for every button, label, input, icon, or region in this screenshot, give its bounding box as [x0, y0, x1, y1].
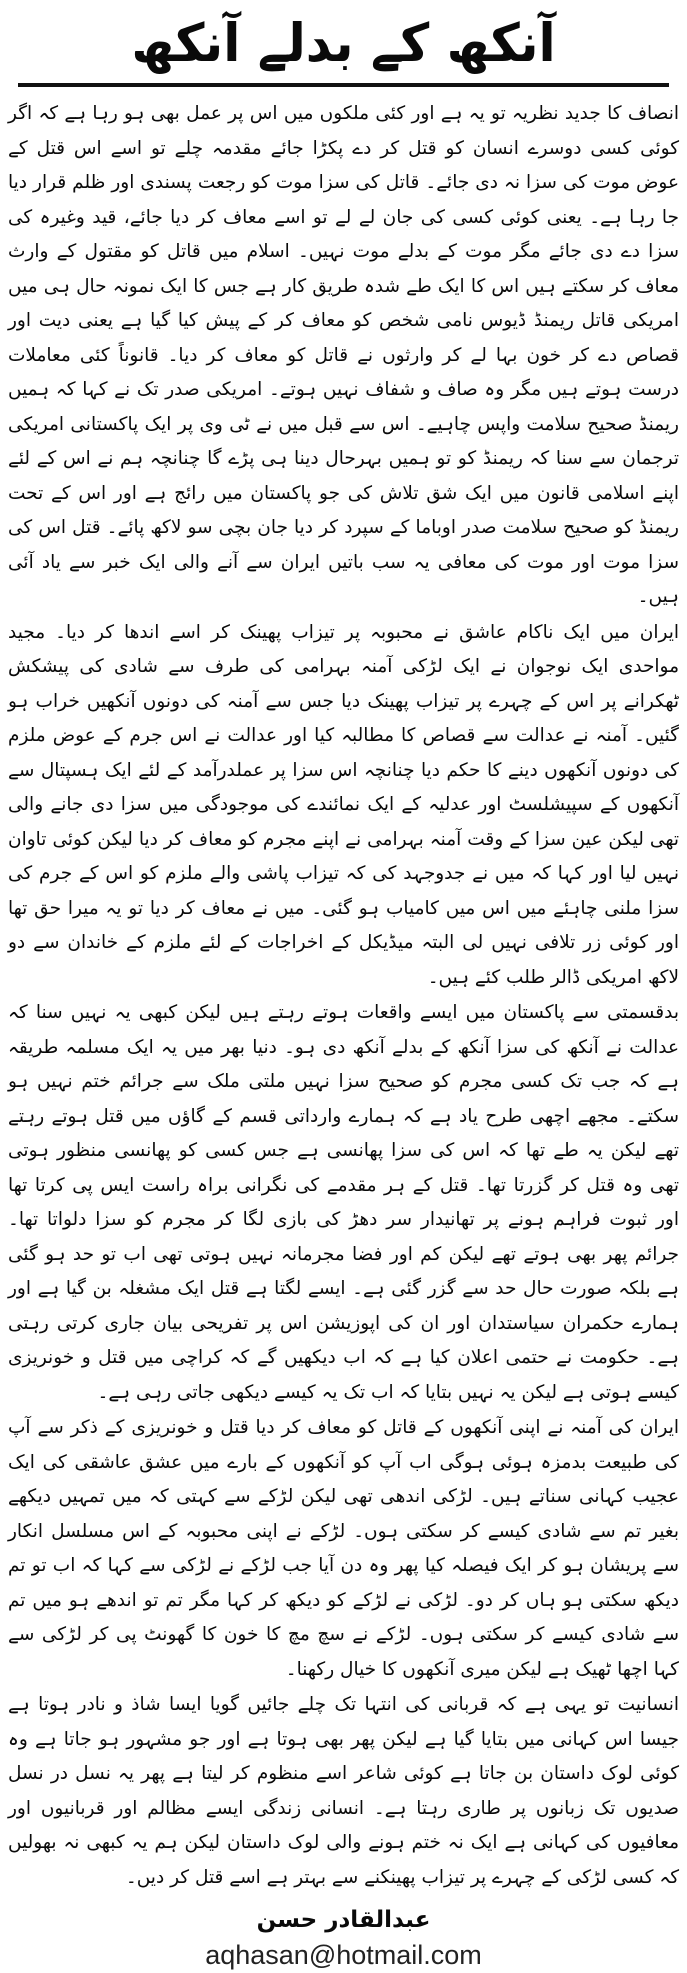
article-header — [6, 6, 681, 81]
article-title: آنکھ کے بدلے آنکھ — [131, 12, 556, 74]
article-paragraph-4: ایران کی آمنہ نے اپنی آنکھوں کے قاتل کو معاف کر دیا قتل و خونریزی کے ذکر سے آپ کی طبیعت بدمزہ ہوئی ہوگی اب آپ کو آنکھوں کے بارے میں عشق عاشقی کی ایک عجیب کہانی سناتے ہیں۔ لڑکی اندھی تھی لیکن لڑکے سے کہتی کہ میں تمہیں دیکھے بغیر تم سے شادی کیسے کر سکتی ہوں۔ لڑکے نے اپنی محبوبہ کے اس مسلسل انکار سے پریشان ہو کر ایک فیصلہ کیا پھر وہ دن آیا جب لڑکے نے لڑکی سے کہا کہ اب تو تم دیکھ سکتی ہو ہاں کر دو۔ لڑکی نے لڑکے کو دیکھ کر کہا مگر تم تو اندھے ہو میں تم سے شادی کیسے کر سکتی ہوں۔ لڑکے نے سچ مچ کا خون کا گھونٹ پی کر لڑکی سے کہا اچھا ٹھیک ہے لیکن میری آنکھوں کا خیال رکھنا۔ — [8, 1417, 679, 1680]
article-paragraph-1: انصاف کا جدید نظریہ تو یہ ہے اور کئی ملکوں میں اس پر عمل بھی ہو رہا ہے کہ اگر کوئی کسی دوسرے انسان کو قتل کر دے پکڑا جائے مقدمہ چلے تو اسے اس قتل کے عوض موت کی سزا نہ دی جائے۔ قاتل کی سزا موت کو رجعت پسندی اور ظلم قرار دیا جا رہا ہے۔ یعنی کوئی کسی کی جان لے لے تو اسے معاف کر دیا جائے، قید وغیرہ کی سزا دے دی جائے مگر موت کے بدلے موت نہیں۔ اسلام میں قاتل کو مقتول کے وارث معاف کر سکتے ہیں اس کا ایک طے شدہ طریق کار ہے جس کا ایک نمونہ حال ہی میں امریکی قاتل ریمنڈ ڈیوس نامی شخص کو معاف کر کے پیش کیا گیا ہے یعنی دیت اور قصاص دے کر خون بہا لے کر وارثوں نے قاتل کو معاف کر دیا۔ قانوناً کئی معاملات درست ہوتے ہیں مگر وہ صاف و شفاف نہیں ہوتے۔ امریکی صدر تک نے کہا کہ ہمیں ریمنڈ صحیح سلامت واپس چاہیے۔ اس سے قبل میں نے ٹی وی پر ایک پاکستانی امریکی ترجمان سے سنا کہ ریمنڈ کو تو ہمیں بہرحال دینا ہی پڑے گا چنانچہ ہم نے اس کے لئے اپنے اسلامی قانون میں ایک شق تلاش کی جو پاکستان میں رائج ہے اور اس کے تحت ریمنڈ کو صحیح سلامت صدر اوباما کے سپرد کر دیا جان بچی سو لاکھ پائے۔ قتل اس کی سزا موت اور موت کی معافی یہ سب باتیں ایران سے آنے والی ایک خبر سے یاد آئی ہیں۔ — [8, 103, 679, 607]
title-divider-rule — [18, 83, 669, 87]
article-paragraph-5: انسانیت تو یہی ہے کہ قربانی کی انتہا تک چلے جائیں گویا ایسا شاذ و نادر ہوتا ہے جیسا اس کہانی میں بتایا گیا ہے لیکن پھر بھی ہوتا ہے اور جو مشہور ہو جاتا ہے وہ کوئی لوک داستان بن جاتا ہے کوئی شاعر اسے منظوم کر لیتا ہے پھر یہ نسل در نسل صدیوں تک زبانوں پر طاری رہتا ہے۔ انسانی زندگی ایسے مظالم اور قربانیوں اور معافیوں کی کہانی ہے ایک نہ ختم ہونے والی لوک داستان لیکن ہم یہ کبھی نہ بھولیں کہ کسی لڑکی کے چہرے پر تیزاب پھینکنے سے بہتر ہے اسے قتل کر دیں۔ — [8, 1694, 679, 1888]
article-body — [6, 97, 681, 1896]
author-email: aqhasan@hotmail.com — [205, 1940, 482, 1971]
author-signature: عبدالقادر حسن — [256, 1907, 431, 1933]
article-paragraph-2: ایران میں ایک ناکام عاشق نے محبوبہ پر تیزاب پھینک کر اسے اندھا کر دیا۔ مجید مواحدی ایک نوجوان نے ایک لڑکی آمنہ بہرامی کی طرف سے شادی کی پیشکش ٹھکرانے پر اس کے چہرے پر تیزاب پھینک دیا جس سے آمنہ کی دونوں آنکھیں خراب ہو گئیں۔ آمنہ نے عدالت سے قصاص کا مطالبہ کیا اور عدالت نے اس جرم کے عوض ملزم کی دونوں آنکھوں دینے کا حکم دیا چنانچہ اس سزا پر عملدرآمد کے لئے ایک ہسپتال سے آنکھوں کے سپیشلسٹ اور عدلیہ کے ایک نمائندے کی موجودگی میں سزا دی جانے والی تھی لیکن عین سزا کے وقت آمنہ بہرامی نے اپنے مجرم کو معاف کر دیا لیکن کوئی تاوان نہیں لیا اور کہا کہ میں نے جدوجہد کی کہ تیزاب پاشی والے ملزم کو اس کے جرم کی سزا ملنی چاہئے میں اس میں کامیاب ہو گئی۔ میں نے معاف کر دیا تو یہ میرا حق تھا اور کوئی زر تلافی نہیں لی البتہ میڈیکل کے اخراجات کے لئے ملزم کے خاندان سے دو لاکھ امریکی ڈالر طلب کئے ہیں۔ — [8, 621, 679, 988]
article-paragraph-3: بدقسمتی سے پاکستان میں ایسے واقعات ہوتے رہتے ہیں لیکن کبھی یہ نہیں سنا کہ عدالت نے آنکھ کی سزا آنکھ کے بدلے آنکھ دی ہو۔ دنیا بھر میں یہ ایک مسلمہ طریقہ ہے کہ جب تک کسی مجرم کو صحیح سزا نہیں ملتی ملک سے جرائم ختم نہیں ہو سکتے۔ مجھے اچھی طرح یاد ہے کہ ہمارے وارداتی قسم کے گاؤں میں قتل ہوتے رہتے تھے لیکن یہ طے تھا کہ اس کی سزا پھانسی ہے جس کسی کو پھانسی منظور ہوتی تھی وہ قتل کر گزرتا تھا۔ قتل کے ہر مقدمے کی نگرانی براہ راست ایس پی کرتا تھا اور ثبوت فراہم ہونے پر تھانیدار سر دھڑ کی بازی لگا کر مجرم کو سزا دلواتا تھا۔ جرائم پھر بھی ہوتے تھے لیکن کم اور فضا مجرمانہ نہیں ہوتی تھی اب تو حد ہو گئی ہے بلکہ صورت حال حد سے گزر گئی ہے۔ ایسے لگتا ہے قتل ایک مشغلہ بن گیا ہے اور ہمارے حکمران سیاستدان اور ان کی اپوزیشن اس پر تفریحی بیان جاری کرتی رہتی ہے۔ حکومت نے حتمی اعلان کیا ہے کہ اب دیکھیں گے کہ کراچی میں قتل و خونریزی کیسے ہوتی ہے لیکن یہ نہیں بتایا کہ اب تک یہ کیسے دیکھی جاتی رہی ہے۔ — [8, 1002, 679, 1403]
